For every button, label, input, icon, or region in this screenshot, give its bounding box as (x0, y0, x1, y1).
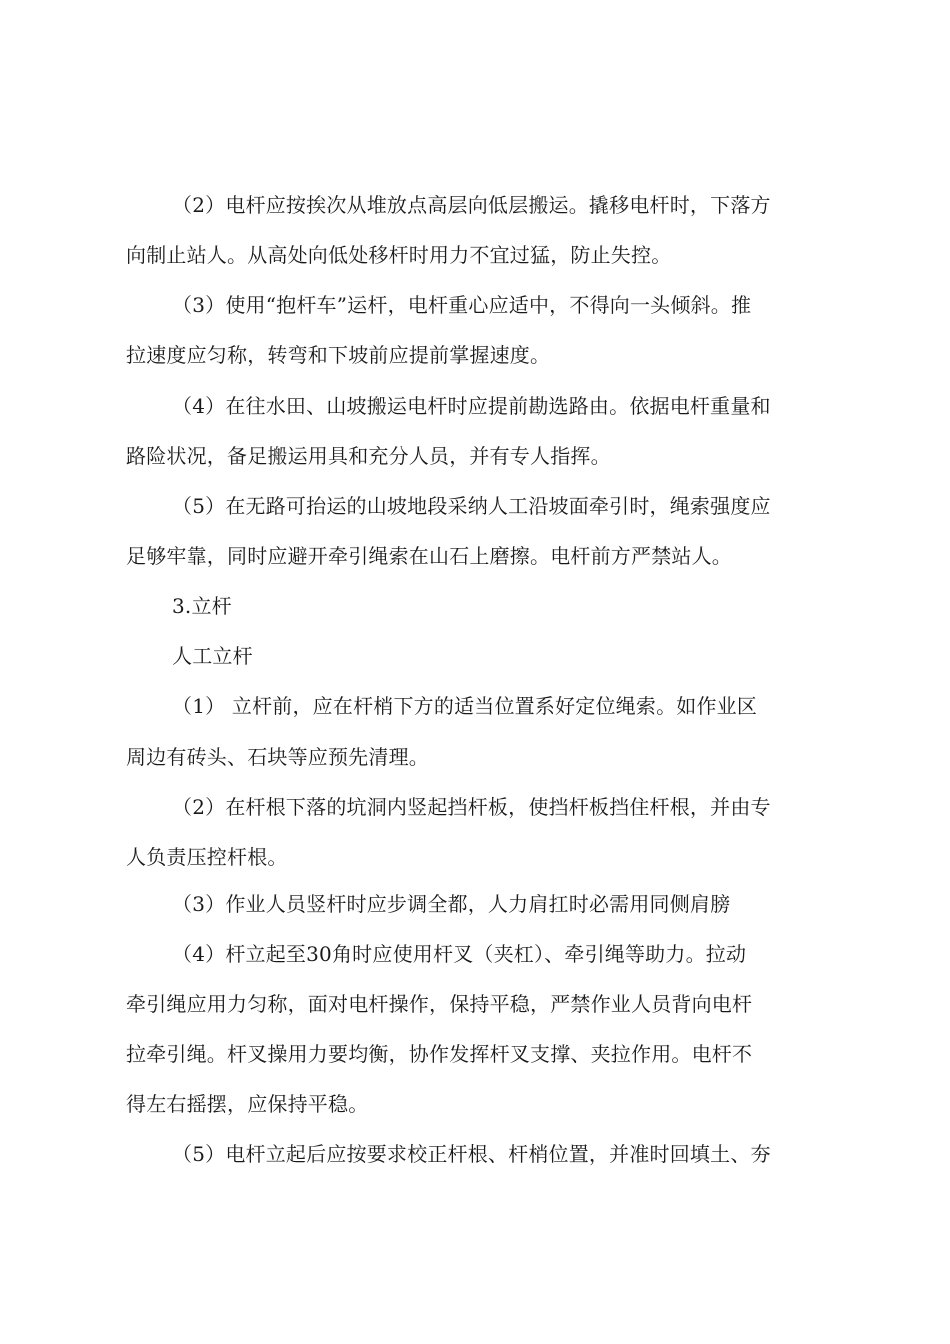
text-line: 路险状况，备足搬运用具和充分人员，并有专人指挥。 (126, 444, 611, 468)
text-line: （2）在杆根下落的坑洞内竖起挡杆板，使挡杆板挡住杆根，并由专 (172, 795, 771, 819)
text-line: （3）作业人员竖杆时应步调全都，人力肩扛时必需用同侧肩膀 (172, 892, 731, 916)
text-line: 周边有砖头、石块等应预先清理。 (126, 745, 429, 769)
text-line: （4）杆立起至30角时应使用杆叉（夹杠）、牵引绳等助力。拉动 (172, 942, 747, 966)
text-line: 向制止站人。从高处向低处移杆时用力不宜过猛，防止失控。 (126, 243, 672, 267)
subsection-heading: 人工立杆 (172, 644, 253, 668)
text-line: （5）电杆立起后应按要求校正杆根、杆梢位置，并准时回填土、夯 (172, 1142, 771, 1166)
text-line: 人负责压控杆根。 (126, 845, 288, 869)
text-line: （2）电杆应按挨次从堆放点高层向低层搬运。撬移电杆时，下落方 (172, 193, 771, 217)
text-line: （4）在往水田、山坡搬运电杆时应提前勘选路由。依据电杆重量和 (172, 394, 771, 418)
text-line: （1） 立杆前，应在杆梢下方的适当位置系好定位绳索。如作业区 (172, 694, 758, 718)
text-line: 足够牢靠，同时应避开牵引绳索在山石上磨擦。电杆前方严禁站人。 (126, 544, 732, 568)
text-line: 牵引绳应用力匀称，面对电杆操作，保持平稳，严禁作业人员背向电杆 (126, 992, 753, 1016)
text-line: （5）在无路可抬运的山坡地段采纳人工沿坡面牵引时，绳索强度应 (172, 494, 771, 518)
section-heading: 3.立杆 (172, 594, 232, 618)
text-line: 得左右摇摆，应保持平稳。 (126, 1092, 369, 1116)
text-line: （3）使用“抱杆车”运杆，电杆重心应适中，不得向一头倾斜。推 (172, 293, 752, 317)
text-line: 拉牵引绳。杆叉操用力要均衡，协作发挥杆叉支撑、夹拉作用。电杆不 (126, 1042, 753, 1066)
text-line: 拉速度应匀称，转弯和下坡前应提前掌握速度。 (126, 343, 551, 367)
